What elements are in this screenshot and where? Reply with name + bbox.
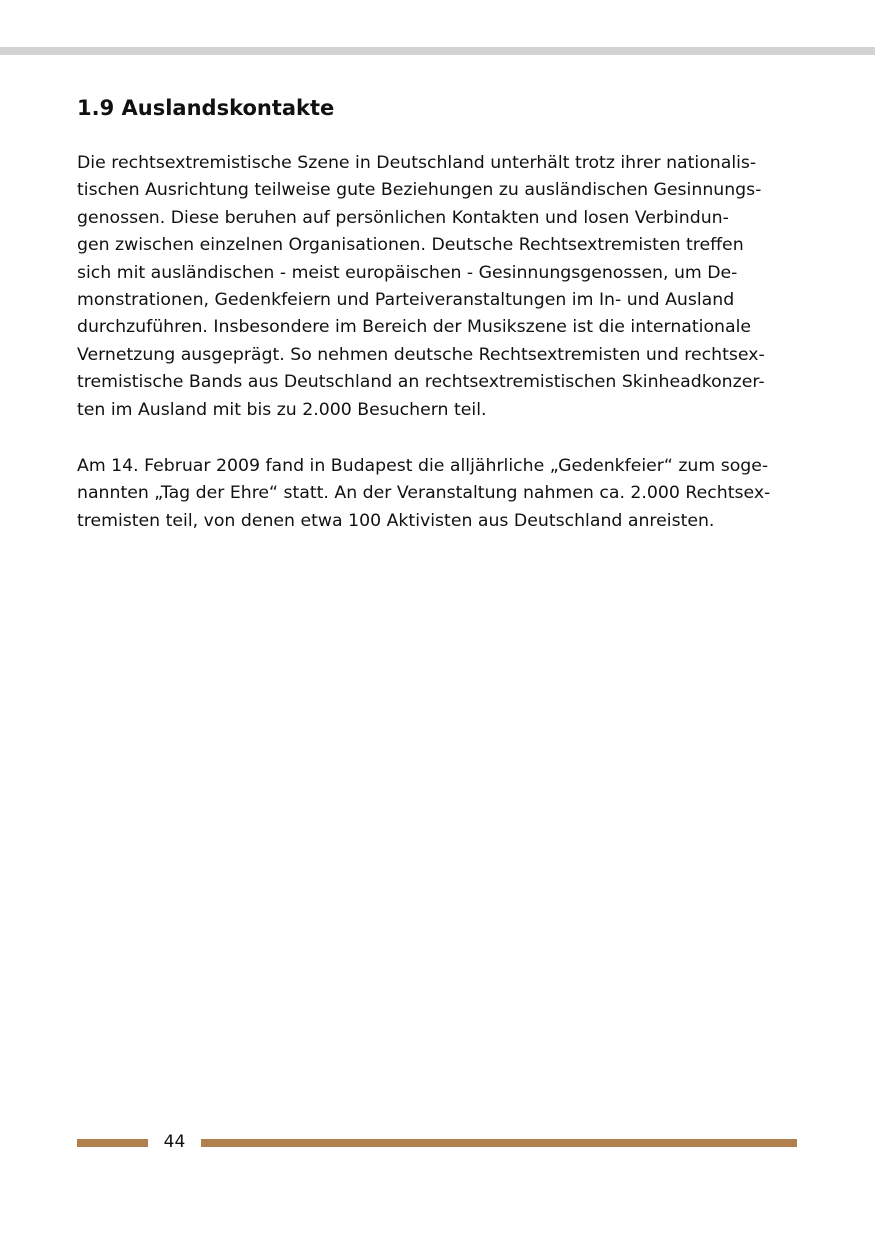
paragraph-line: ten im Ausland mit bis zu 2.000 Besuchern teil. xyxy=(77,399,487,420)
page-number: 44 xyxy=(163,1132,186,1152)
paragraph-line: nannten „Tag der Ehre“ statt. An der Veranstaltung nahmen ca. 2.000 Rechtsex- xyxy=(77,483,771,504)
paragraph-line: durchzuführen. Insbesondere im Bereich der Musikszene ist die internationale xyxy=(77,317,752,338)
paragraph-line: Am 14. Februar 2009 fand in Budapest die alljährliche „Gedenkfeier“ zum soge- xyxy=(77,456,769,476)
paragraph-line: genossen. Diese beruhen auf persönlichen Kontakten und losen Verbindun- xyxy=(77,207,729,228)
paragraph-line: tremisten teil, von denen etwa 100 Aktivisten aus Deutschland anreisten. xyxy=(77,510,715,531)
section-heading: 1.9 Auslandskontakte xyxy=(77,96,335,120)
paragraph-line: monstrationen, Gedenkfeiern und Parteiveranstaltungen im In- und Ausland xyxy=(77,290,735,311)
paragraph-line: tremistische Bands aus Deutschland an rechtsextremistischen Skinheadkonzer- xyxy=(77,372,765,393)
body-paragraph-2 xyxy=(77,453,770,535)
body-paragraph-1 xyxy=(77,150,765,424)
footer-bar-right xyxy=(201,1139,797,1147)
footer-bar-left xyxy=(77,1139,148,1147)
paragraph-line: sich mit ausländischen - meist europäischen - Gesinnungsgenossen, um De- xyxy=(77,262,738,283)
top-divider xyxy=(0,47,875,55)
paragraph-line: Vernetzung ausgeprägt. So nehmen deutsche Rechtsextremisten und rechtsex- xyxy=(77,344,765,365)
paragraph-line: Die rechtsextremistische Szene in Deutschland unterhält trotz ihrer nationalis- xyxy=(77,153,757,173)
paragraph-line: tischen Ausrichtung teilweise gute Beziehungen zu ausländischen Gesinnungs- xyxy=(77,180,762,201)
paragraph-line: gen zwischen einzelnen Organisationen. Deutsche Rechtsextremisten treffen xyxy=(77,235,744,256)
